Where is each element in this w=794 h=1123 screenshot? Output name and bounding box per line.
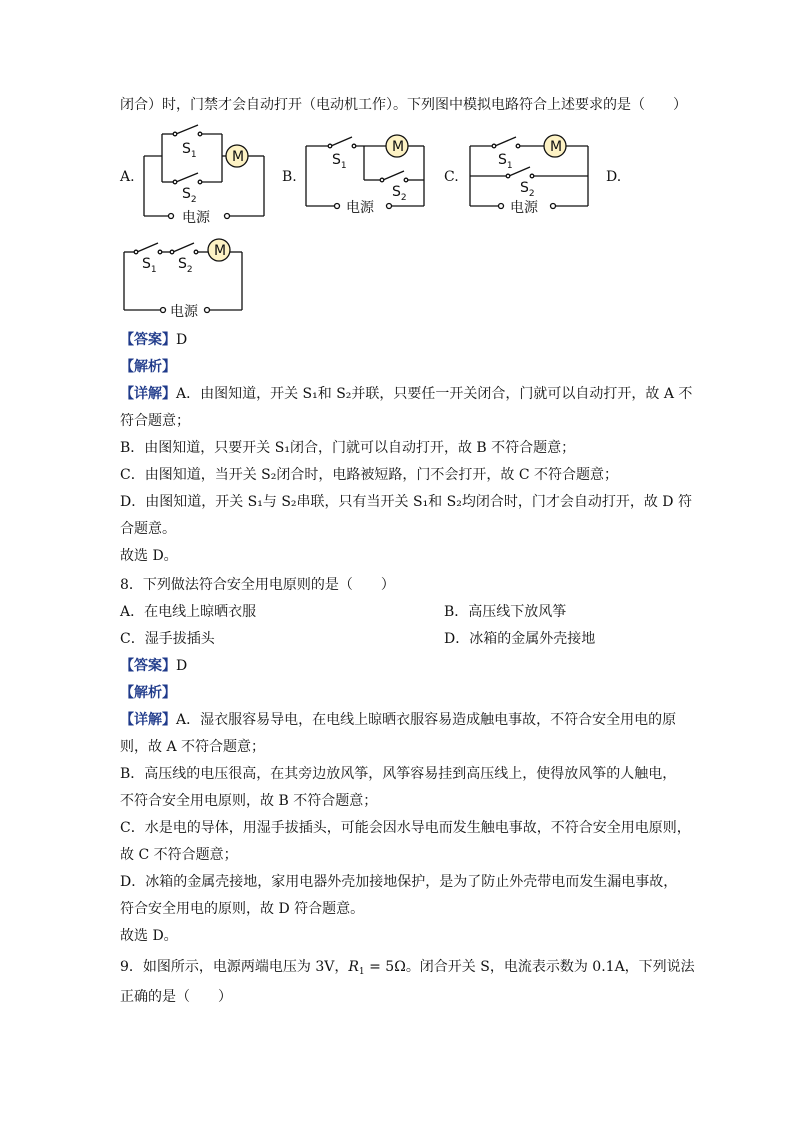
q8-detail-line-5: C．水是电的导体，用湿手拔插头，可能会因水导电而发生触电事故，不符合安全用电原则，	[120, 820, 691, 836]
q8-detail-line-7: D．冰箱的金属壳接地，家用电器外壳加接地保护，是为了防止外壳带电而发生漏电事故，	[120, 874, 678, 890]
s1-label-b: $S_1$	[332, 152, 347, 171]
q8-detail-line-3: B．高压线的电压很高，在其旁边放风筝，风筝容易挂到高压线上，使得放风筝的人触电，	[120, 766, 677, 782]
q8-option-a: A．在电线上晾晒衣服	[120, 604, 257, 620]
s1-label-a: $S_1$	[182, 141, 197, 160]
power-label-c: 电源	[510, 200, 538, 216]
s2-label-b: $S_2$	[392, 184, 407, 203]
q8-detail-line-2: 则，故 A 不符合题意；	[120, 739, 266, 755]
q8-detail-line-4: 不符合安全用电原则，故 B 不符合题意；	[120, 793, 378, 809]
q7-option-c-label: C.	[444, 169, 459, 185]
s2-label-c: $S_2$	[520, 180, 535, 199]
motor-label-c: M	[550, 139, 563, 155]
circuit-diagram-a	[140, 122, 270, 232]
q7-detail-line-4: C．由图知道，当开关 S₂闭合时，电路被短路，门不会打开，故 C 不符合题意；	[120, 467, 618, 483]
q8-detail-line-8: 符合安全用电的原则，故 D 符合题意。	[120, 901, 365, 917]
power-label-b: 电源	[346, 200, 374, 216]
q8-detail-line-6: 故 C 不符合题意；	[120, 847, 238, 863]
q8-detail-line-1: 【详解】A．湿衣服容易导电，在电线上晾晒衣服容易造成触电事故，不符合安全用电的原	[120, 712, 677, 728]
q7-detail-line-1: 【详解】A．由图知道，开关 S₁和 S₂并联，只要任一开关闭合，门就可以自动打开，故 A 不	[120, 386, 693, 402]
q9-stem-line-2: 正确的是（ ）	[120, 989, 232, 1005]
q7-detail-line-6: 合题意。	[120, 521, 176, 537]
motor-label-d: M	[214, 243, 227, 259]
r1-symbol: R	[348, 959, 359, 975]
q8-answer: 【答案】D	[120, 658, 188, 674]
q7-detail-line-2: 符合题意；	[120, 413, 190, 429]
q7-intro: 闭合）时，门禁才会自动打开（电动机工作）。下列图中模拟电路符合上述要求的是（ ）	[120, 97, 687, 113]
q8-analysis-tag: 【解析】	[120, 685, 176, 701]
s1-label-d: $S_1$	[142, 256, 157, 275]
q7-detail-line-3: B．由图知道，只要开关 S₁闭合，门就可以自动打开，故 B 不符合题意；	[120, 440, 576, 456]
s1-label-c: $S_1$	[498, 152, 513, 171]
q7-option-d-label: D.	[606, 169, 622, 185]
circuit-diagram-b	[300, 132, 430, 216]
power-label-d: 电源	[170, 304, 198, 320]
s2-label-a: $S_2$	[182, 186, 197, 205]
circuit-diagram-c	[464, 132, 594, 216]
q8-option-b: B．高压线下放风筝	[444, 604, 567, 620]
q7-option-a-label: A.	[120, 169, 135, 185]
q8-option-c: C．湿手拔插头	[120, 631, 215, 647]
answer-value: D	[176, 332, 188, 348]
q7-answer	[120, 331, 187, 349]
s2-label-d: $S_2$	[178, 256, 193, 275]
circuit-diagram-d	[118, 236, 248, 320]
power-label-a: 电源	[182, 210, 210, 226]
answer-tag: 【答案】	[120, 332, 176, 348]
q8-stem: 8．下列做法符合安全用电原则的是（ ）	[120, 577, 395, 593]
q9-stem-line-1: 9．如图所示，电源两端电压为 3V，$R_1 = 5\Omega$。闭合开关 S，电流表示数为 0.1A，下列说法	[120, 959, 695, 977]
q8-detail-line-9: 故选 D。	[120, 928, 178, 944]
motor-label-a: M	[232, 149, 245, 165]
q8-option-d: D．冰箱的金属外壳接地	[444, 631, 596, 647]
detail-tag: 【详解】	[120, 386, 176, 402]
q7-detail-line-5: D．由图知道，开关 S₁与 S₂串联，只有当开关 S₁和 S₂均闭合时，门才会自动打开，故 D 符	[120, 494, 692, 510]
q7-detail-line-7: 故选 D。	[120, 548, 178, 564]
q7-analysis-tag: 【解析】	[120, 359, 176, 375]
motor-label-b: M	[392, 139, 405, 155]
q7-option-b-label: B.	[282, 169, 297, 185]
